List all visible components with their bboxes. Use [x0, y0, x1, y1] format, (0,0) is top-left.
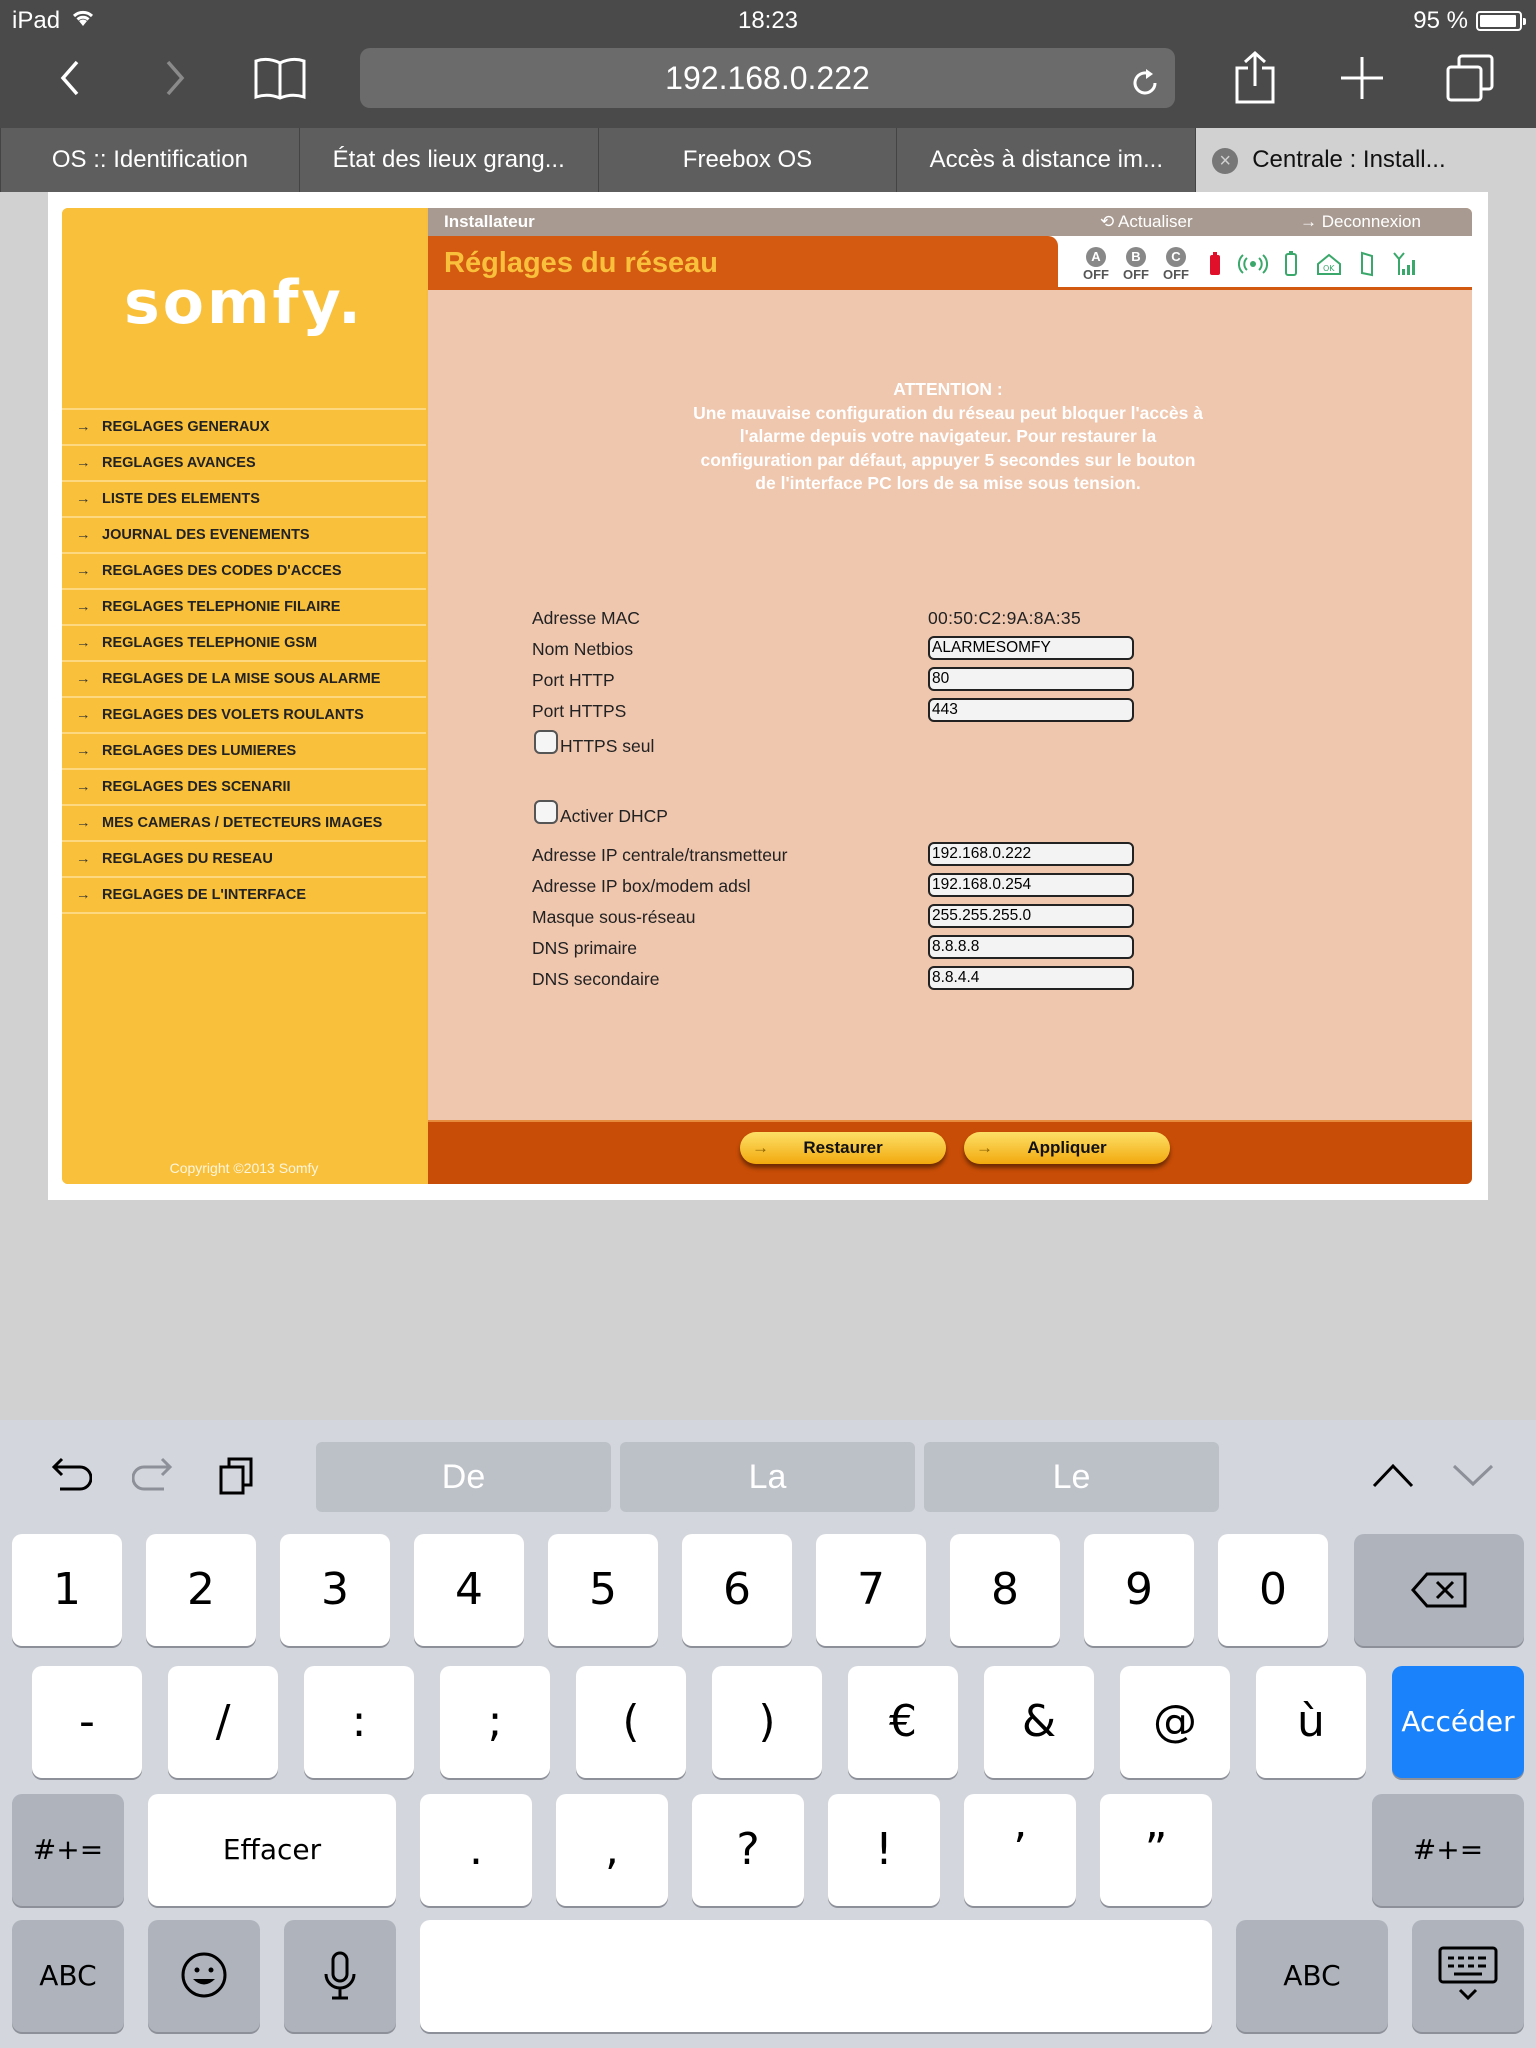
arrow-right-icon: →	[76, 887, 91, 903]
chevron-down-icon[interactable]	[1448, 1450, 1498, 1500]
sidebar-item-reglages-generaux[interactable]	[62, 408, 426, 444]
sidebar-item-label: REGLAGES DES CODES D'ACCES	[102, 563, 342, 579]
https-only-label: HTTPS seul	[560, 736, 655, 756]
bookmarks-icon[interactable]	[250, 48, 310, 108]
gsm-signal-icon	[1390, 244, 1420, 284]
top-bar	[428, 208, 1472, 236]
subnet-mask-label: Masque sous-réseau	[532, 907, 696, 927]
key-paren-open[interactable]: (	[576, 1666, 686, 1778]
close-tab-icon[interactable]: ×	[1212, 148, 1238, 174]
forward-button[interactable]	[145, 48, 205, 108]
key-comma[interactable]: ,	[556, 1794, 668, 1906]
arrow-right-icon: →	[752, 1138, 769, 1157]
key-semicolon[interactable]: ;	[440, 1666, 550, 1778]
key-5[interactable]: 5	[548, 1534, 658, 1646]
abc-key-left[interactable]: ABC	[12, 1920, 124, 2032]
radio-signal-icon	[1238, 244, 1268, 284]
key-apostrophe[interactable]: ’	[964, 1794, 1076, 1906]
dns-primary-input[interactable]	[928, 935, 1134, 959]
key-u-grave[interactable]: ù	[1256, 1666, 1366, 1778]
backspace-key[interactable]	[1354, 1534, 1524, 1646]
http-port-label: Port HTTP	[532, 670, 615, 690]
arrow-right-icon: →	[76, 851, 91, 867]
key-paren-close[interactable]: )	[712, 1666, 822, 1778]
tabs-overview-icon[interactable]	[1440, 48, 1500, 108]
dhcp-label: Activer DHCP	[560, 806, 668, 826]
paste-icon[interactable]	[212, 1450, 262, 1500]
sidebar-item-label: REGLAGES GENERAUX	[102, 419, 270, 435]
tab-bar	[0, 128, 1536, 192]
dns-secondary-row	[532, 965, 1152, 993]
key-3[interactable]: 3	[280, 1534, 390, 1646]
undo-icon[interactable]	[44, 1450, 94, 1500]
battery-icon	[1476, 11, 1522, 31]
somfy-logo: somfy.	[124, 268, 364, 338]
alarm-battery-icon	[1200, 244, 1230, 284]
sidebar-item-liste-elements[interactable]	[62, 480, 426, 516]
suggestion-2[interactable]: La	[620, 1442, 915, 1512]
share-icon[interactable]	[1225, 48, 1285, 108]
space-key[interactable]	[420, 1920, 1212, 2032]
reload-icon[interactable]	[1127, 60, 1163, 96]
gateway-input[interactable]	[928, 873, 1134, 897]
sidebar-item-telephonie-gsm[interactable]	[62, 624, 426, 660]
zone-letter: C	[1166, 247, 1186, 267]
zone-letter: A	[1086, 247, 1106, 267]
copyright: Copyright ©2013 Somfy	[169, 1160, 319, 1176]
arrow-right-icon: →	[76, 455, 91, 471]
tab-acces-distance[interactable]: Accès à distance im...	[896, 128, 1195, 192]
arrow-right-icon: →	[76, 635, 91, 651]
sidebar-item-reglages-avances[interactable]	[62, 444, 426, 480]
key-9[interactable]: 9	[1084, 1534, 1194, 1646]
key-dash[interactable]: -	[32, 1666, 142, 1778]
shift-symbols-key-right[interactable]: #+=	[1372, 1794, 1524, 1906]
web-content	[48, 192, 1488, 1200]
gateway-row	[532, 872, 1152, 900]
tab-centrale-label: Centrale : Install...	[1252, 146, 1446, 173]
sidebar-item-label: REGLAGES DES LUMIERES	[102, 743, 297, 759]
go-key[interactable]: Accéder	[1392, 1666, 1524, 1778]
sidebar-item-cameras[interactable]	[62, 804, 426, 840]
key-question[interactable]: ?	[692, 1794, 804, 1906]
sidebar-item-mise-sous-alarme[interactable]	[62, 660, 426, 696]
on-screen-keyboard	[0, 1420, 1536, 2048]
sidebar-item-label: REGLAGES DES VOLETS ROULANTS	[102, 707, 364, 723]
apply-label: Appliquer	[1027, 1138, 1107, 1157]
backspace-icon	[1409, 1570, 1469, 1610]
gateway-label: Adresse IP box/modem adsl	[532, 876, 751, 896]
checkbox-box[interactable]	[534, 730, 558, 754]
sidebar-item-volets-roulants[interactable]	[62, 696, 426, 732]
key-exclamation[interactable]: !	[828, 1794, 940, 1906]
warning-title: ATTENTION :	[893, 379, 1003, 399]
sidebar-item-journal[interactable]	[62, 516, 426, 552]
https-port-row	[532, 697, 1152, 725]
dns-primary-label: DNS primaire	[532, 938, 638, 958]
arrow-right-icon: →	[76, 743, 91, 759]
redo-icon[interactable]	[130, 1450, 180, 1500]
arrow-right-icon: →	[76, 599, 91, 615]
dns-secondary-label: DNS secondaire	[532, 969, 660, 989]
arrow-right-icon: →	[976, 1138, 993, 1157]
device-battery-icon	[1276, 244, 1306, 284]
dns-primary-row	[532, 934, 1152, 962]
key-slash[interactable]: /	[168, 1666, 278, 1778]
zone-state: OFF	[1163, 266, 1189, 282]
abc-key-right[interactable]: ABC	[1236, 1920, 1388, 2032]
key-2[interactable]: 2	[146, 1534, 256, 1646]
ip-label: Adresse IP centrale/transmetteur	[532, 845, 788, 865]
battery-percent: 95 %	[1413, 7, 1468, 34]
page-title: Réglages du réseau	[428, 236, 1058, 290]
house-ok-icon	[1314, 244, 1344, 284]
keyboard-hide-icon	[1438, 1946, 1498, 2002]
zone-state: OFF	[1123, 266, 1149, 282]
mac-address-value: 00:50:C2:9A:8A:35	[928, 608, 1081, 628]
key-period[interactable]: .	[420, 1794, 532, 1906]
warning-message	[688, 378, 1208, 496]
http-port-row	[532, 666, 1152, 694]
restore-button[interactable]	[740, 1132, 946, 1164]
arrow-right-icon: →	[76, 527, 91, 543]
action-footer	[428, 1120, 1472, 1184]
mac-address-label: Adresse MAC	[532, 608, 640, 628]
shift-symbols-key-left[interactable]: #+=	[12, 1794, 124, 1906]
sidebar-item-interface[interactable]	[62, 876, 426, 912]
zone-a-status	[1080, 247, 1112, 282]
key-1[interactable]: 1	[12, 1534, 122, 1646]
battery-fill	[1480, 15, 1516, 27]
sidebar-item-telephonie-filaire[interactable]	[62, 588, 426, 624]
menu-divider	[62, 912, 426, 914]
key-7[interactable]: 7	[816, 1534, 926, 1646]
refresh-label: Actualiser	[1118, 212, 1193, 231]
arrow-right-icon: →	[76, 707, 91, 723]
hide-keyboard-key[interactable]	[1412, 1920, 1524, 2032]
zone-b-status	[1120, 247, 1152, 282]
suggestion-3[interactable]: Le	[924, 1442, 1219, 1512]
key-at[interactable]: @	[1120, 1666, 1230, 1778]
tab-freebox-os[interactable]: Freebox OS	[598, 128, 897, 192]
dns-secondary-input[interactable]	[928, 966, 1134, 990]
warning-text: Une mauvaise configuration du réseau peut bloquer l'accès à l'alarme depuis votre navigateur. Pour restaurer la configuration par défaut, appuyer 5 secondes sur le bouton de l'interface PC lors de sa mise sous tension.	[693, 402, 1203, 493]
arrow-right-icon: →	[76, 563, 91, 579]
key-ampersand[interactable]: &	[984, 1666, 1094, 1778]
sidebar-item-label: REGLAGES TELEPHONIE GSM	[102, 635, 318, 651]
main-panel	[428, 208, 1472, 1184]
suggestion-1[interactable]: De	[316, 1442, 611, 1512]
tab-os-identification[interactable]: OS :: Identification	[0, 128, 299, 192]
browser-chrome	[0, 0, 1536, 128]
user-role: Installateur	[444, 212, 535, 231]
sidebar-item-lumieres[interactable]	[62, 732, 426, 768]
key-colon[interactable]: :	[304, 1666, 414, 1778]
key-6[interactable]: 6	[682, 1534, 792, 1646]
ip-input[interactable]	[928, 842, 1134, 866]
address-bar[interactable]	[360, 48, 1175, 108]
tab-etat-des-lieux[interactable]: État des lieux grang...	[299, 128, 598, 192]
logout-link[interactable]	[1300, 212, 1421, 232]
device-name: iPad	[12, 7, 61, 34]
emoji-key[interactable]	[148, 1920, 260, 2032]
https-port-label: Port HTTPS	[532, 701, 627, 721]
refresh-icon: ⟲	[1100, 212, 1119, 231]
chevron-up-icon[interactable]	[1368, 1450, 1418, 1500]
microphone-icon	[322, 1950, 358, 2002]
suggestion-bar	[0, 1420, 1536, 1524]
zone-letter: B	[1126, 247, 1146, 267]
arrow-right-icon: →	[76, 779, 91, 795]
sidebar-menu	[62, 408, 426, 914]
sidebar-item-label: MES CAMERAS / DETECTEURS IMAGES	[102, 815, 383, 831]
sidebar-item-label: REGLAGES TELEPHONIE FILAIRE	[102, 599, 341, 615]
zone-state: OFF	[1083, 266, 1109, 282]
key-quote[interactable]: ”	[1100, 1794, 1212, 1906]
sidebar-item-reseau[interactable]	[62, 840, 426, 876]
door-icon	[1352, 244, 1382, 284]
arrow-right-icon: →	[76, 671, 91, 687]
apply-button[interactable]	[964, 1132, 1170, 1164]
zone-c-status	[1160, 247, 1192, 282]
tab-centrale[interactable]	[1195, 128, 1536, 192]
back-button[interactable]	[40, 48, 100, 108]
mac-address-row	[532, 604, 1152, 632]
key-4[interactable]: 4	[414, 1534, 524, 1646]
netbios-row	[532, 635, 1152, 663]
title-bar	[428, 236, 1472, 290]
arrow-right-icon: →	[76, 491, 91, 507]
key-0[interactable]: 0	[1218, 1534, 1328, 1646]
arrow-right-icon: →	[76, 815, 91, 831]
http-port-input[interactable]	[928, 667, 1134, 691]
sidebar-item-label: REGLAGES DE L'INTERFACE	[102, 887, 307, 903]
sidebar-item-label: REGLAGES DE LA MISE SOUS ALARME	[102, 671, 381, 687]
netbios-input[interactable]	[928, 636, 1134, 660]
subnet-mask-input[interactable]	[928, 904, 1134, 928]
sidebar	[62, 208, 426, 1184]
arrow-right-icon: →	[1300, 212, 1322, 231]
key-8[interactable]: 8	[950, 1534, 1060, 1646]
netbios-label: Nom Netbios	[532, 639, 634, 659]
clock: 18:23	[737, 7, 799, 34]
https-port-input[interactable]	[928, 698, 1134, 722]
subnet-mask-row	[532, 903, 1152, 931]
checkbox-box[interactable]	[534, 800, 558, 824]
effacer-key[interactable]: Effacer	[148, 1794, 396, 1906]
dictation-key[interactable]	[284, 1920, 396, 2032]
sidebar-item-label: JOURNAL DES EVENEMENTS	[102, 527, 310, 543]
refresh-link[interactable]	[1100, 212, 1193, 232]
key-euro[interactable]: €	[848, 1666, 958, 1778]
url-text: 192.168.0.222	[665, 60, 870, 96]
sidebar-item-codes-acces[interactable]	[62, 552, 426, 588]
sidebar-item-label: LISTE DES ELEMENTS	[102, 491, 260, 507]
sidebar-item-scenarii[interactable]	[62, 768, 426, 804]
sidebar-item-label: REGLAGES AVANCES	[102, 455, 256, 471]
status-icons	[1080, 240, 1420, 288]
svg-text:OK: OK	[1323, 264, 1335, 273]
new-tab-icon[interactable]	[1332, 48, 1392, 108]
emoji-icon	[179, 1950, 229, 2000]
sidebar-item-label: REGLAGES DU RESEAU	[102, 851, 273, 867]
arrow-right-icon: →	[76, 419, 91, 435]
somfy-app	[62, 208, 1472, 1184]
sidebar-item-label: REGLAGES DES SCENARII	[102, 779, 291, 795]
logout-label: Deconnexion	[1321, 212, 1421, 231]
status-bar	[0, 0, 1536, 40]
restore-label: Restaurer	[803, 1138, 883, 1157]
ip-row	[532, 841, 1152, 869]
